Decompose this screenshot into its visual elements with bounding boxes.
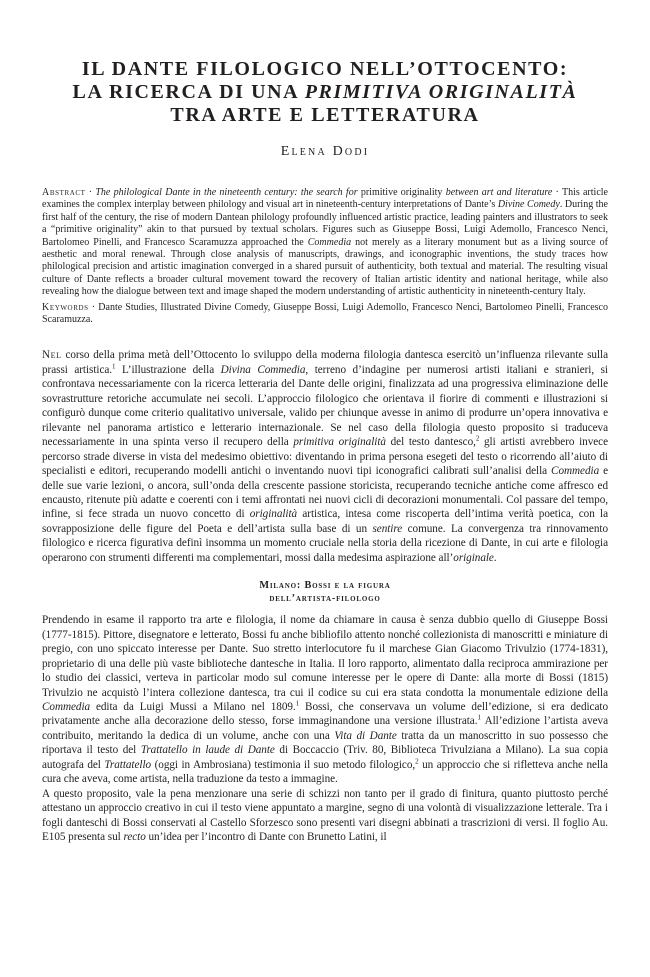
body-paragraph-2 [42,787,608,845]
article-title [42,58,608,127]
body-italic: recto [123,831,146,844]
footnote-ref[interactable]: 2 [475,434,480,443]
intro-text-9: . [493,551,497,564]
intro-italic-2: primitiva originalità [293,436,386,449]
body-text: (oggi in Ambrosiana) testimonia il suo metodo filologico, [151,758,416,771]
body-text: un approccio che si rifletteva anche nella cura che aveva, come artista, nella traduzione da testo a immagine. [42,758,608,786]
abstract [42,187,608,299]
abstract-roman-4: not merely as a literary monument but as a living source of aesthetic and moral renewal. Through close analysis of manuscripts, drawings, and iconographic inventions, the study traces how philological precision and artistic imagination converged in a shared pursuit of authenticity, both textual and material. The resulting visual culture of Dante reflects a broader cultural movement toward the recovery of Italian artistic identity and national heritage, while also revealing how the dialogue between text and image shaped the modern understanding of artistic authenticity in nineteenth-century Italy. [42,236,608,298]
abstract-italic-4: Commedia [307,236,352,248]
body-text: Bossi, che conservava un volume dell’edizione, si era dedicato privatamente anche alla decorazione dello stesso, forse immaginandone una versione illustrata. [42,700,608,728]
author-name: Elena Dodi [280,144,370,159]
body-text: tratta da un manoscritto in suo possesso che riportava il testo del [42,729,608,757]
abstract-roman-2: · This article examines the complex interplay between philology and visual art in nineteenth-century interpretations of Dante’s [42,187,608,211]
section-heading-line-2: dell’artista-filologo [269,593,381,605]
intro-opening-word: Nel [42,349,62,362]
footnote-ref[interactable]: 1 [295,699,300,708]
keywords-text: Dante Studies, Illustrated Divine Comedy, Giuseppe Bossi, Luigi Ademollo, Francesco Nenci, Bartolomeo Pinelli, Francesco Scaramuzza. [42,301,608,326]
abstract-italic-3: Divine Comedy [497,199,560,211]
body-text: All’edizione l’artista aveva contribuito, meritando la dedica di un volume, anche con una [42,715,608,742]
body-text: Prendendo in esame il rapporto tra arte e filologia, il nome da chiamare in causa è senza dubbio quello di Giuseppe Bossi (1777-1815). Pittore, disegnatore e letterato, Bossi fu anche bibliofilo attento nonché collezionista di manoscritti e miniature di pregio, con uno spiccato interesse per Dante. Suo stretto interlocutore fu il marchese Gian Giacomo Trivulzio (1774-1831), proprietario di una delle più vaste biblioteche dantesche in Italia. Il loro rapporto, alimentato dalla reciproca ammirazione per lo studio dei classici, verteva in particolar modo sul comune interesse per le opere di Dante: alla morte di Bossi (1815) Trivulzio ne acquistò l’intera collezione dantesca, tra cui il codice su cui era stata condotta la monumentale edizione della [42,614,608,699]
intro-italic-1: Divina Commedia [220,363,306,376]
section-heading-line-1: Milano: Bossi e la figura [259,580,391,592]
intro-italic-3: Commedia [551,465,600,478]
title-line-3: TRA ARTE E LETTERATURA [170,104,480,126]
body-text: edita da Luigi Mussi a Milano nel 1809. [90,700,296,713]
intro-text-2: L’illustrazione della [115,363,221,376]
intro-paragraph [42,348,608,565]
body-italic: Commedia [42,700,91,713]
footnote-ref[interactable]: 1 [112,362,116,371]
intro-text-4: del testo dantesco, [385,436,476,449]
body-italic: Trattatello in laude di Dante [140,744,275,757]
footnote-ref[interactable]: 2 [415,757,419,766]
keywords-label: Keywords [42,301,89,313]
body-italic: Vita di Dante [334,729,397,742]
title-line-1: IL DANTE FILOLOGICO NELL’OTTOCENTO: [81,58,569,80]
title-line-2 [42,81,608,104]
title-line-2-roman: LA RICERCA DI UNA [72,81,305,103]
title-line-2-italic: PRIMITIVA ORIGINALITÀ [304,81,578,103]
keywords-sep: · [88,301,99,313]
page [0,58,650,977]
abstract-sep: · [85,187,96,198]
intro-text-3: , terreno d’indagine per numerosi artisti italiani e stranieri, si confrontava necessariamente con la ricerca letteraria del Dante delle origini, finalizzata ad una progressiva eliminazione delle sovrastrutture retoriche accumulate nei secoli. L’approccio filologico che orientava il fiorire di commenti e illustrazioni si configurò dunque come criterio qualitativo universale, valido per chiunque avesse in animo di produrre un’opera innovativa e rilevante nel panorama artistico e letterario internazionale. Se nel caso della filologia questo proposito si traduceva necessariamente in una spinta verso il recupero della [42,363,608,449]
body-paragraph-1 [42,613,608,786]
keywords [42,302,608,327]
abstract-roman-3: . During the first half of the century, the rise of modern Dantean philology profoundly influenced artistic practice, leading painters and illustrators to seek a “primitive originality” akin to that pursued by textual scholars. Figures such as Giuseppe Bossi, Luigi Ademollo, Francesco Nenci, Bartolomeo Pinelli, and Francesco Scaramuzza approached the [42,199,608,248]
section-heading [42,579,608,605]
body-text: un’idea per l’incontro di Dante con Brunetto Latini, il [145,831,387,844]
intro-text-8: comune. La convergenza tra rinnovamento filologico e ricerca figurativa definì insomma un momento cruciale nella storia della ricezione di Dante, in cui arte e filologia operarono con strumenti differenti ma complementari, mossi dalla medesima aspirazione all’ [42,522,608,564]
body-text: A questo proposito, vale la pena menzionare una serie di schizzi non tanto per il grado di finitura, quanto piuttosto perché attestano un approccio creativo in cui il testo viene appuntato a margine, segno di una volontà di visualizzazione letterale. Tra i fogli danteschi di Bossi conservati al Castello Sforzesco sono presenti vari disegni abbinati a trascrizioni di versi. Il foglio Au. E105 presenta sul [42,787,608,844]
body-text: di Boccaccio (Triv. 80, Biblioteca Trivulziana a Milano). La sua copia autografa del [42,744,608,771]
body-italic: Trattatello [104,758,152,771]
abstract-italic-1: The philological Dante in the nineteenth century: the search for [95,187,358,198]
intro-italic-5: sentire [372,522,403,535]
intro-text-5: gli artisti avrebbero invece percorso strade diverse in vista del medesimo obiettivo: diventando in prima persona esegeti del testo o ricorrendo all’aiuto di specialisti e editori, recuperando modelli antichi o inventando nuovi tipi iconografici calibrati sull’analisi della [42,436,609,478]
footnote-ref[interactable]: 1 [477,713,481,722]
intro-text-6: e delle sue varie lezioni, o ancora, sull’onda della crescente passione storicista, recuperando tecniche antiche come affresco ed encausto, ritenute più adatte e coerenti con i temi affrontati nei nuovi cicli di decorazioni monumentali. Col passare del tempo, infine, si fece strada un nuovo concetto di [42,465,608,521]
section-body [42,613,608,844]
abstract-italic-2: between art and literature [445,187,553,198]
intro-text-1: corso della prima metà dell’Ottocento lo sviluppo della moderna filologia dantesca esercitò un’influenza rilevante sulla prassi artistica. [42,349,608,376]
intro-italic-4: originalità [249,508,298,521]
abstract-roman-1: primitive originality [357,187,446,198]
abstract-label: Abstract [42,187,86,198]
intro-text-7: artistica, intesa come riscoperta dell’intima verità poetica, con la sovrapposizione delle figure del Poeta e dell’artista sulla base di un [42,508,608,535]
intro-italic-6: originale [453,551,494,564]
